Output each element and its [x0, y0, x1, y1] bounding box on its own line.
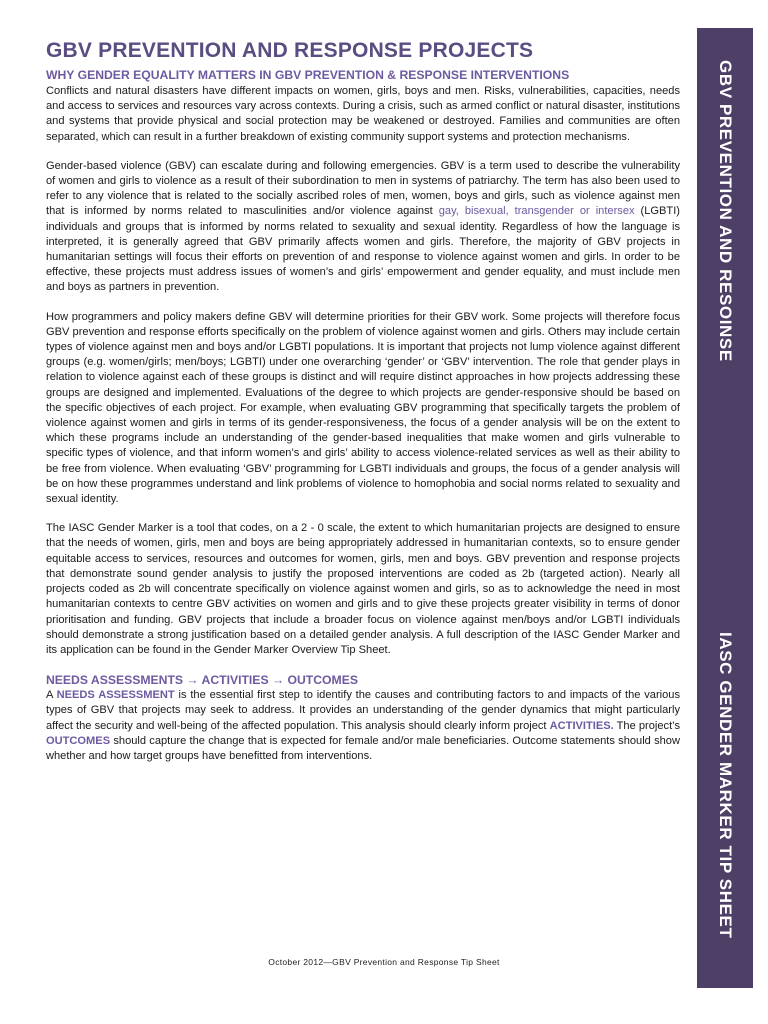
outcomes-term: OUTCOMES	[46, 734, 111, 747]
paragraph-2	[46, 159, 680, 296]
paragraph-5-part-a: is the essential first step to identify the causes and contributing factors to and impacts of the various types of GBV that projects may seek to address. It provides an understanding of the gender dynamics that might particularly affect the security and well-being of the affected population. This analysis should clearly inform project	[46, 689, 680, 732]
paragraph-5-part-c: should capture the change that is expected for female and/or male beneficiaries. Outcome statements should show whether and how target groups have benefitted from interventions.	[46, 734, 680, 762]
sidebar-band	[697, 28, 753, 988]
sidebar-label-bottom: IASC GENDER MARKER TIP SHEET	[716, 632, 735, 939]
needs-assessment-term: NEEDS ASSESSMENT	[56, 689, 175, 702]
activities-term: ACTIVITIES.	[549, 719, 614, 732]
paragraph-2-part-a: Gender-based violence (GBV) can escalate during and following emergencies. GBV is a term used to describe the vulnerability of women and girls to violence as a result of their subordination to men in systems of patriarchy. The term has also been used to refer to any violence that is related to the socially ascribed roles of men, women, boys and girls, such as violence against men that is informed by norms related to masculinities and/or violence against	[46, 159, 680, 218]
page-footer: October 2012—GBV Prevention and Response Tip Sheet	[268, 957, 500, 967]
paragraph-5-prefix: A	[46, 689, 57, 702]
paragraph-2-part-b: (LGBTI) individuals and groups that is informed by norms related to sexuality and sexual identity. Regardless of how the language is interpreted, it is generally agreed that GBV primarily affects women and girls. Therefore, the majority of GBV projects in humanitarian settings will focus their efforts on prevention of and response to violence against women and girls. In order to be effective, these projects must address issues of women’s and girls’ empowerment and gender equality, and must include men and boys as partners in prevention.	[46, 205, 680, 294]
section-heading-needs-assessments: NEEDS ASSESSMENTS → ACTIVITIES → OUTCOMES	[46, 673, 358, 688]
paragraph-3: How programmers and policy makers define GBV will determine priorities for their GBV work. Some projects will therefore focus GBV prevention and response efforts specifically on the problem of violence against women and girls. Others may include certain types of violence against men and boys and/or LGBTI populations. It is important that projects not lump violence against different groups (e.g. women/girls; men/boys; LGBTI) under one overarching ‘gender’ or ‘GBV’ intervention. The role that gender plays in relation to violence against each of these groups is distinct and will require distinct approaches in how projects addressing these groups are designed and implemented. Evaluations of the degree to which projects are gender-responsive should be based on the specific objectives of each project. For example, when evaluating GBV programming that specifically targets the problem of violence against women and girls in terms of its gender-responsiveness, the focus of a gender analysis will be on the extent to which these programs include an understanding of the gender-based inequalities that make women and girls vulnerable to specific types of violence, and that inform women’s and girls’ ability to access violence-related services as well as their ability to be free from violence. When evaluating ‘GBV’ programming for LGBTI individuals and groups, the focus of a gender analysis will be on how these programmes understand and link problems of violence to homophobia and social norms related to sexuality and sexual identity.	[46, 310, 680, 506]
paragraph-2-highlight: gay, bisexual, transgender or intersex	[438, 205, 635, 218]
main-content	[46, 38, 680, 778]
paragraph-5	[46, 688, 680, 764]
paragraph-4: The IASC Gender Marker is a tool that codes, on a 2 - 0 scale, the extent to which humanitarian projects are designed to ensure that the needs of women, girls, men and boys are being appropriately addressed in humanitarian contexts, so to ensure gender equitable access to services, resources and outcomes for women, girls, men and boys. GBV prevention and response projects that demonstrate sound gender analysis to justify the proposed interventions are coded as 2b (targeted action). Nearly all projects coded as 2b will concentrate specifically on violence against women and girls, so as to acknowledge the need in most humanitarian contexts to centre GBV activities on women and girls and to give these projects greater visibility in terms of donor prioritisation and funding. GBV projects that include a broader focus on violence against men/boys and/or LGBTI individuals should demonstrate a strong justification based on a detailed gender analysis. A full description of the IASC Gender Marker and its application can be found in the Gender Marker Overview Tip Sheet.	[46, 522, 680, 656]
paragraph-5-part-b: The project’s	[613, 719, 680, 732]
page-title: GBV PREVENTION AND RESPONSE PROJECTS	[46, 39, 534, 62]
sidebar-label-top: GBV PREVENTION AND RESOINSE	[716, 60, 735, 362]
paragraph-1: Conflicts and natural disasters have different impacts on women, girls, boys and men. Risks, vulnerabilities, capacities, needs and access to services and resources vary across contexts. During a crisis, such as armed conflict or natural disaster, institutions and systems that provide physical and social protection may be weakened or destroyed. Families and communities are often separated, which can result in a further breakdown of existing community support systems and protection mechanisms.	[46, 85, 680, 143]
section-subtitle: WHY GENDER EQUALITY MATTERS IN GBV PREVENTION & RESPONSE INTERVENTIONS	[46, 68, 570, 82]
